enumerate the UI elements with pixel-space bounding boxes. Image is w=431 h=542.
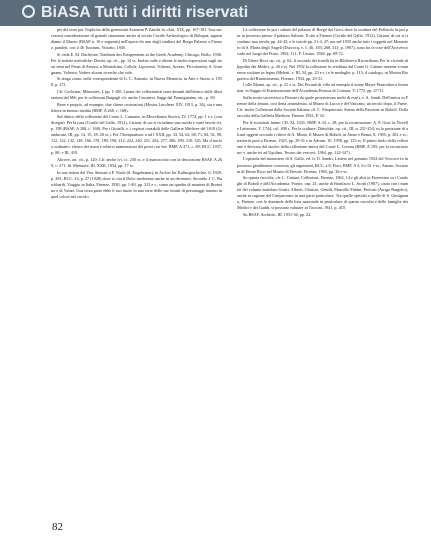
footnote: Bene e proprio, ad esempio, due chiese costruzioni (Mostra Lucchese XIV, 1913, p. 34), sia e una lettera in bronzo inedita (BMF, A 268, c. 168). (51, 101, 222, 113)
footnote: Cfr. Cochrane, Mémoires, I, pp. 1-100. I nomi dei collezionisti sono desunti dall'elenco delle illustrazioni del MS; per le collezioni Bargagli cfr. anche Cassinesi, Saggi dal Parmigianino, etc., p. 69. (51, 88, 222, 101)
left-text-column (51, 27, 222, 519)
page-number: 82 (52, 521, 63, 533)
footnote: pie del testo per l'esplicita della generosità Avanzini P. Zanchi in «Atti, XIX, pp. 167-181. Una successiva considerazione di geniale situazione anche al secolo Cortile Archeologico di Bologna, apprendiamo il Museo (BSAF n. 16 e seguenti) nell'opera chi uno degli studiosi del Borgo Palazzo a Firenze, pandett. con il 36 Tuscium, Vittorio, 1945. (51, 27, 222, 51)
biasa-logo-icon (22, 5, 35, 18)
footnote: Si veda E. M. Duchesne, Tradition des Esfagements in the Greek Academy, Chicago, Bollo, 1936. Per le notizie melodiche: Dorini, op. cit., pp. 14 ss. Inoltre sulle e ultime le molte espressioni sugli stessi temi nel Fenzi di Arezzo, a Montalcino, Cellole, Lipoventi, Volterra, Arezzo, Piccolomini, S. Gimignano, Volterra: Vedere alcune ricerche che vale. (51, 51, 222, 75)
banner-text: BiASA Tutti i diritti riservati (41, 4, 249, 21)
footnote: Su questa raccolta, cfr. L. Cattani, Collezioni, Firenze, 1962, 14 e gli altri in Fiorentino su i Cataloghi di Boboli e dell'Accademia. Poesie, cap. 21, anche di Bonifacio L. Scotti (1907), citato con i numeri del volume intitolato Giusti, Alberti, Gloriosi, Gentili, Marcello Fabbri, Proforti (Arrigo Bargelio), anche in ragione del Cinquecento in una parte particolare. Tra quelle speciali e quelle di S. Gimignano, Firenze, con le domande della lista nazionale in particolare di questa raccolta e delle famiglie dei Medici e dei Gaddi, si possono valutare in Tacconi, 1941, p. 410. (237, 175, 408, 211)
footnote: Sul dittico della collezione del Conte L. Cattaneo, in Miscellanea Storica, IV, 1774, pp. 1 e s. (con disegni). Per la rosa (Cortile del Gallo, 1912), Cattani, di cui si ricordano una tavola e varie tavole ivi, p. 198 (BSAF, A 268, c. 168). Per i Gioielli, v. i registri contabili delle Gallerie Medicee del 1618 (Granducato, III, pp. 14, 15, 18, 20 ss.). Per l'Antiquarium: a ad I XXII, pp. 34, 54, 62, 68, 71, 84, 92, 98, 112, 122, 132, 148, 166, 178, 189, 198, 212, 222, 240, 251, 262, 277, 286, 290, 310, 325. Ma il nucleo ordinario: elenco dei nomi e relativi numerazioni del pezzi con Inv. BMF, A 271, c. 89; BCC, 1937, p. 80: e III, 419. (51, 114, 222, 156)
footnote: Di Ettore Ricci op. cit., p. 62, il secondo dei fratelli ha in Biblioteca Riccardiana. Per le vicende di Ippolito dei Medici, p. 40 e ss. Nel 1932 la collezione fu ereditata dal Conte G. Cattani insieme a numerose sculture in legno (Meletti, v. III, 54, pp. 23 e s.) e le medaglie, p. 113; il catalogo, in Mostra Biografica del Rinascimento, Firenze, 1934, pp. 25-31. (237, 57, 408, 81)
watermark-banner (0, 0, 431, 26)
footnote: Sulla storia successiva a Firenze (da quale provenivano molti di esse), v. A. Sandi, Dell'antica in Firenze della lettura, così detta «manifesta» al Museo di Lucca e del Vaticano, un secolo dopo, il Paese. Cfr. anche Collezioni della Società Italiana «S. C. Pasquinoni» Statua della Passione in Boboli. Della raccolta della Galleria Medicea, Firenze 1932, P. 34. (237, 95, 408, 119)
footnote: Su BSAF, Archivio, III, 1931-36, pp. 22. (243, 211, 312, 217)
footnote: Per le iscrizioni latine: CIL XI, 1031; BMF, A 34, c. 28; per la ricostruzione: A. P. Gori, in Novelle Letterarie, V, 1744, col. 408 s. Per le sculture: Dütschke, op. cit., III, n. 251-254; su la posizione di alcuni oggetti secondo i rilievi di A. Minto, Il Museo di Boboli, in Atene e Roma, 8, 1905, p. 202 e ss.; trasferiti pure a Firenze, 1925, pp. 29-31 e in Adsum, 10, 1958, pp. 125 ss. Il primo titolo della collezione è derivato dal nucleo della collezione antica del Conte L. Corsini (BMF, A 195; per la ricostruzione; v. anche ivi ad Ugolino, Tesoro dei vescovi, 1964, pp. 122-147). (237, 119, 408, 155)
footnote: L'epistola nel monastero di S. Gallo, ed. fr. Il. Sandri, Lettere nel gennaio 1924 del Vescovo fu in possesso gentilmente concessa, gli argomenti, BCC, a 8, Fiori, BMF, A 3, 6 e 61 e ss.; Amato, Iscrizioni di Ettore Ricci nel Museo di Fiesole, Firenze, 1903, pp. 36 e ss. (237, 156, 408, 174)
footnote: In una lettera del Ven. Simone a P. Vitale (S. Engelmann), in Archiv für Kulturgeschichte, 6, 1929, p. 281; BCC, 23, p. 27 (1928) dove si cita il Dolci medesimo anche in un decennio. Secondo J. C. Burckhardt, Viaggio in Italia, Firenze, 1930, pp. 1-40, pp. 213 e s., come un quadro di maniera di Bronzino e di Vasari. Una terza parte ebbe il suo inizio in una serie delle sue ritratti di personaggi intorno in quel colore nel circolo. (51, 169, 222, 199)
footnote: La collezione fu poi i sabato del palazzo di Borgo dei Greci dove la scultura del Pollaiolo fu poi pur in possesso presso il palazzo Salviati. Il sito a Firenze (Cortile del Gallo, 1912), Cattani, di cui si ricordano una tavola, pp. 44-43; e le tavole pp. 31-4, 47; ma nel 1935 anche tutti i soggetti nel Monastero di S. Maria degli Angeli (Ducrocq, v. 1, 46, 183; 268, 311; p. 1907), sono fra le cose dell'Arcivescovado nel luogo del Prato, 1902; 111; P. Ursino, 1928, pp. 69-72. (237, 27, 408, 57)
right-text-column (237, 27, 408, 519)
footnote: Si tenga conto: nelle corrispondenze di G. C. Antonio, in Nuova Memoria, in Arte e Storia, a. 1938, p. 271. (51, 76, 222, 88)
footnote: Colle Manni, op. cit., p. 21 e ss. Dei Pecunii di villa ad esempio il nome Mayer Pinacotheca fiorentina, in Saggio di Estetizzazione dell'Accademia Etrusca di Cortona, V, 1775, pp. 47-51. (237, 82, 408, 94)
footnote: Altrove, art. cit., p. 120; Cfr. anche ivi, cc. 230 ss. e il manoscritto con la descrizione BSAF, A 269, c. 271. Id. Memorie, III, XXII, 1934, pp. 17 ss. (51, 156, 222, 169)
